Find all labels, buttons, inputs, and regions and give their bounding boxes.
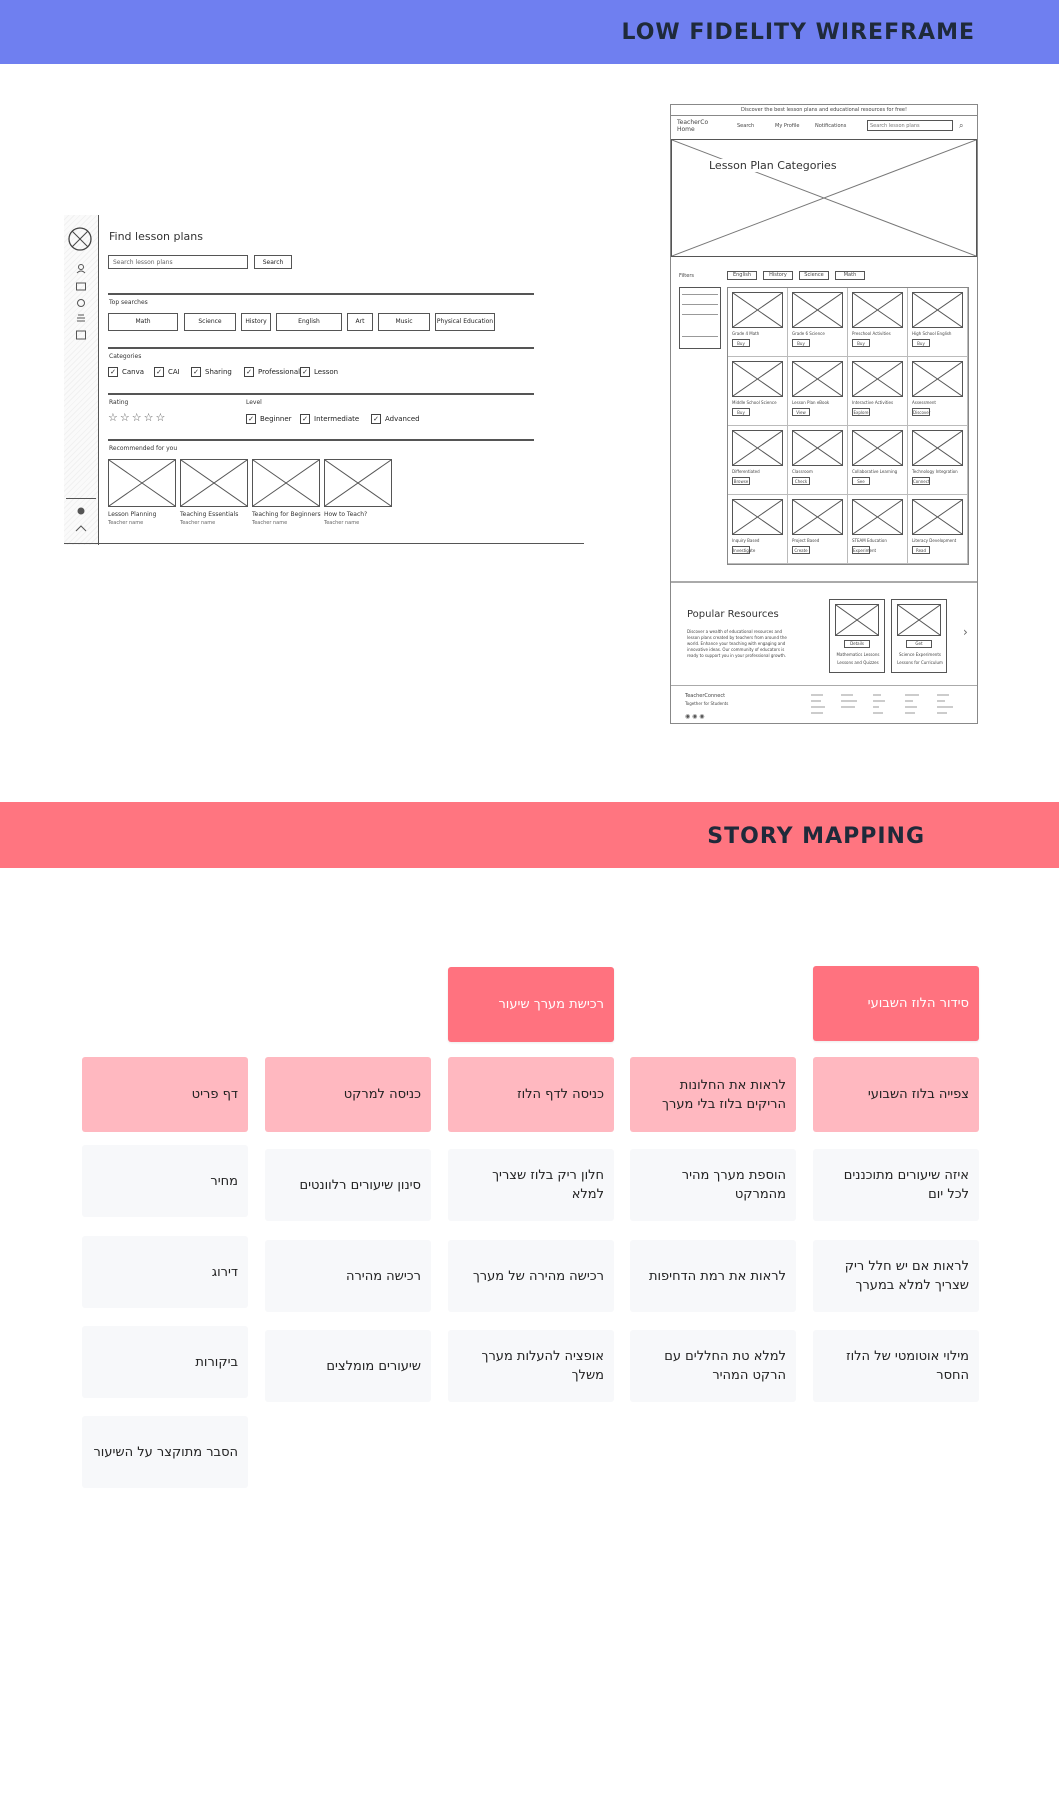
task-card[interactable]: סינון שיעורים רלוונטים <box>265 1149 431 1221</box>
recommended-title: Teaching for Beginners <box>252 511 321 518</box>
lesson-title: Preschool Activities <box>852 331 891 336</box>
lesson-buy-button[interactable]: Experiment <box>853 548 877 553</box>
popular-card-button[interactable]: Details <box>844 640 870 648</box>
lesson-buy-button[interactable]: Buy <box>732 408 750 416</box>
category-checkbox[interactable]: ✓ CAI <box>154 367 180 377</box>
left-search-button[interactable]: Search <box>254 255 292 269</box>
filters-label: Filters <box>679 273 694 279</box>
task-card[interactable]: דירוג <box>82 1236 248 1308</box>
lesson-grid-item[interactable] <box>908 495 968 564</box>
left-search-input[interactable]: Search lesson plans <box>108 255 248 269</box>
recommended-teacher: Teacher name <box>180 520 216 526</box>
lesson-thumbnail <box>852 499 903 535</box>
lesson-buy-button[interactable]: Explore <box>853 410 869 415</box>
recommended-thumbnail[interactable] <box>108 459 176 507</box>
footer-brand: TeacherConnect <box>685 693 726 699</box>
lesson-grid-item[interactable] <box>908 426 968 495</box>
lesson-grid-item[interactable] <box>788 495 848 564</box>
lesson-title: Grade 6 Science <box>792 331 825 336</box>
category-checkbox[interactable]: ✓ Sharing <box>191 367 232 377</box>
popular-card-subtitle: Lessons for Curriculum <box>897 660 943 665</box>
filter-tab[interactable]: Science <box>799 271 829 280</box>
top-searches-label: Top searches <box>109 299 148 306</box>
activity-card[interactable]: לראות את החלונות הריקים בלוז בלי מערך <box>630 1057 796 1132</box>
nav-search[interactable]: Search <box>737 123 755 129</box>
task-card[interactable]: רכישה מהירה של מערך <box>448 1240 614 1312</box>
lesson-buy-button[interactable]: Buy <box>732 339 750 347</box>
epic-card[interactable]: רכישת מערך שיעור <box>448 967 614 1042</box>
lesson-grid-item[interactable] <box>728 495 788 564</box>
lesson-title: STEAM Education <box>852 538 887 543</box>
task-card[interactable]: חלון ריק בלוז שצריך למלא <box>448 1149 614 1221</box>
filter-sidebar[interactable] <box>679 287 721 349</box>
level-label: Level <box>246 399 262 406</box>
lesson-buy-button[interactable]: Read <box>912 546 930 554</box>
lesson-buy-button[interactable]: See <box>852 477 870 485</box>
task-card[interactable]: לראות את רמת הדחיפות <box>630 1240 796 1312</box>
lesson-buy-button[interactable]: Discover <box>913 410 931 415</box>
task-card[interactable]: מחיר <box>82 1145 248 1217</box>
lesson-title: Inquiry Based <box>732 538 760 543</box>
lesson-grid-item[interactable] <box>788 357 848 426</box>
lesson-buy-button[interactable]: Connect <box>913 479 930 484</box>
lesson-buy-button[interactable]: Check <box>792 477 810 485</box>
lesson-grid-item[interactable] <box>848 288 908 357</box>
left-wireframe-screen <box>64 215 584 545</box>
recommended-title: Lesson Planning <box>108 511 157 518</box>
task-card[interactable]: רכישה מהירה <box>265 1240 431 1312</box>
right-search-input[interactable]: Search lesson plans <box>867 120 953 131</box>
level-checkbox[interactable]: ✓ Intermediate <box>300 414 359 424</box>
lesson-title: Collaborative Learning <box>852 469 898 474</box>
top-search-pill[interactable]: Math <box>108 313 178 331</box>
lesson-thumbnail <box>732 430 783 466</box>
lesson-title: Classroom <box>792 469 813 474</box>
footer-tagline: Together for Students <box>685 701 729 706</box>
activity-card[interactable]: צפייה בלוז השבועי <box>813 1057 979 1132</box>
recommended-thumbnail[interactable] <box>252 459 320 507</box>
lesson-buy-button[interactable]: View <box>792 408 810 416</box>
lesson-grid-item[interactable] <box>788 288 848 357</box>
lesson-thumbnail <box>792 499 843 535</box>
story-mapping-banner <box>0 802 1059 868</box>
lesson-thumbnail <box>852 430 903 466</box>
lesson-grid-item[interactable] <box>908 288 968 357</box>
recommended-title: Teaching Essentials <box>180 511 239 518</box>
epic-card[interactable]: סידור הלוז השבועי <box>813 966 979 1041</box>
lesson-buy-button[interactable]: Create <box>792 546 810 554</box>
filter-tab[interactable]: Math <box>835 271 865 280</box>
lesson-title: Interactive Activities <box>852 400 894 405</box>
top-search-pill[interactable]: Science <box>184 313 236 331</box>
nav-notifications[interactable]: Notifications <box>815 123 847 129</box>
recommended-thumbnail[interactable] <box>324 459 392 507</box>
lesson-title: Assessment <box>912 400 936 405</box>
lesson-title: High School English <box>912 331 952 336</box>
task-card[interactable]: שיעורים מומלצים <box>265 1330 431 1402</box>
social-icons[interactable]: ◉ ◉ ◉ <box>685 713 705 720</box>
site-logo[interactable]: TeacherCo Home <box>677 119 709 133</box>
lesson-grid-item[interactable] <box>848 426 908 495</box>
task-card[interactable]: הוספת מערך מהיר מהמרקט <box>630 1149 796 1221</box>
lesson-grid-item[interactable] <box>908 357 968 426</box>
lesson-buy-button[interactable]: Investigate <box>733 548 756 553</box>
category-checkbox[interactable]: ✓ Canva <box>108 367 144 377</box>
lesson-thumbnail <box>792 430 843 466</box>
task-card[interactable]: הסבר מתוקצר על השיעור <box>82 1416 248 1488</box>
sidebar-nav-icons <box>75 263 87 353</box>
lesson-title: Grade 4 Math <box>732 331 760 336</box>
lesson-thumbnail <box>732 361 783 397</box>
lesson-thumbnail <box>852 361 903 397</box>
filter-tab[interactable]: English <box>727 271 757 280</box>
popular-card-subtitle: Lessons and Quizzes <box>837 660 879 665</box>
lesson-title: Differentiated <box>732 469 760 474</box>
recommended-thumbnail[interactable] <box>180 459 248 507</box>
task-card[interactable]: לראות אם יש חלל ריק שצריך למלא במערך <box>813 1240 979 1312</box>
activity-card[interactable]: כניסה למרקט <box>265 1057 431 1132</box>
level-checkbox[interactable]: ✓ Advanced <box>371 414 420 424</box>
popular-card-title: Science Experiments <box>899 652 941 657</box>
rating-stars-icon[interactable]: ☆☆☆☆☆ <box>108 411 168 424</box>
top-banner-text: Discover the best lesson plans and educational resources for free! <box>740 107 907 113</box>
recommended-label: Recommended for you <box>109 445 178 452</box>
lesson-title: Middle School Science <box>732 400 777 405</box>
lesson-thumbnail <box>912 499 963 535</box>
popular-card[interactable] <box>829 599 885 673</box>
rating-label: Rating <box>109 399 129 406</box>
lesson-title: Technology Integration <box>912 469 958 474</box>
wireframe-section-title: LOW FIDELITY WIREFRAME <box>621 20 975 45</box>
task-card[interactable]: איזה שיעורים מתוכננים לכל יום <box>813 1149 979 1221</box>
popular-resources-title: Popular Resources <box>687 609 779 620</box>
popular-card[interactable] <box>891 599 947 673</box>
lesson-title: Literacy Development <box>912 538 957 543</box>
find-lessons-heading: Find lesson plans <box>109 230 203 243</box>
popular-card-button[interactable]: Get <box>906 640 932 648</box>
lesson-thumbnail <box>912 430 963 466</box>
lesson-grid-item[interactable] <box>728 288 788 357</box>
top-search-pill[interactable]: History <box>241 313 271 331</box>
footer-link-columns <box>811 693 961 719</box>
popular-resources-text: Discover a wealth of educational resources and lesson plans created by teachers from around the world. Enhance your teaching with engaging and innovative ideas. Our community of educators is ready to support you in your professional growth. <box>687 629 787 658</box>
nav-profile[interactable]: My Profile <box>775 123 800 129</box>
lesson-buy-button[interactable]: Buy <box>912 339 930 347</box>
lesson-thumbnail <box>912 361 963 397</box>
lesson-thumbnail <box>732 499 783 535</box>
category-checkbox[interactable]: ✓ Professional <box>244 367 300 377</box>
task-card[interactable]: ביקורות <box>82 1326 248 1398</box>
top-search-pill[interactable]: English <box>276 313 342 331</box>
lesson-thumbnail <box>732 292 783 328</box>
lesson-title: Lesson Plan eBook <box>792 400 830 405</box>
chevron-right-icon[interactable]: › <box>963 625 968 639</box>
lesson-buy-button[interactable]: Buy <box>852 339 870 347</box>
level-checkbox[interactable]: ✓ Beginner <box>246 414 292 424</box>
lesson-buy-button[interactable]: Browse <box>733 479 749 484</box>
logo-x-icon <box>68 227 92 251</box>
activity-card[interactable]: דף פריט <box>82 1057 248 1132</box>
recommended-title: How to Teach? <box>324 511 368 518</box>
recommended-teacher: Teacher name <box>324 520 360 526</box>
lesson-thumbnail <box>792 361 843 397</box>
lesson-grid-item[interactable] <box>848 357 908 426</box>
category-checkbox[interactable]: ✓ Lesson <box>300 367 338 377</box>
lesson-thumbnail <box>912 292 963 328</box>
lesson-buy-button[interactable]: Buy <box>792 339 810 347</box>
top-search-pill[interactable]: Music <box>378 313 430 331</box>
wireframe-sidebar <box>64 215 99 545</box>
search-icon[interactable]: ⌕ <box>959 121 964 130</box>
hero-image-placeholder <box>671 139 977 257</box>
wireframe-section-banner <box>0 0 1059 64</box>
categories-label: Categories <box>109 353 142 360</box>
hero-title: Lesson Plan Categories <box>709 159 837 172</box>
recommended-teacher: Teacher name <box>252 520 288 526</box>
top-search-pill[interactable]: Physical Education <box>435 313 495 331</box>
lesson-grid <box>727 287 969 565</box>
recommended-teacher: Teacher name <box>108 520 144 526</box>
top-search-pill[interactable]: Art <box>347 313 373 331</box>
task-card[interactable]: אופציה להעלות מערך משלך <box>448 1330 614 1402</box>
lesson-thumbnail <box>852 292 903 328</box>
task-card[interactable]: למלא טת החללים עם הרקט המהיר <box>630 1330 796 1402</box>
story-mapping-title: STORY MAPPING <box>707 824 925 849</box>
lesson-thumbnail <box>792 292 843 328</box>
lesson-title: Project Based <box>792 538 820 543</box>
filter-tab[interactable]: History <box>763 271 793 280</box>
right-wireframe-screen <box>670 104 978 724</box>
lesson-grid-item[interactable] <box>848 495 908 564</box>
lesson-grid-item[interactable] <box>728 426 788 495</box>
activity-card[interactable]: כניסה לדף הלוז <box>448 1057 614 1132</box>
settings-icon <box>74 505 88 537</box>
task-card[interactable]: מילוי אוטומטי של הלוז החסר <box>813 1330 979 1402</box>
lesson-grid-item[interactable] <box>788 426 848 495</box>
lesson-grid-item[interactable] <box>728 357 788 426</box>
popular-card-title: Mathematics Lessons <box>836 652 880 657</box>
